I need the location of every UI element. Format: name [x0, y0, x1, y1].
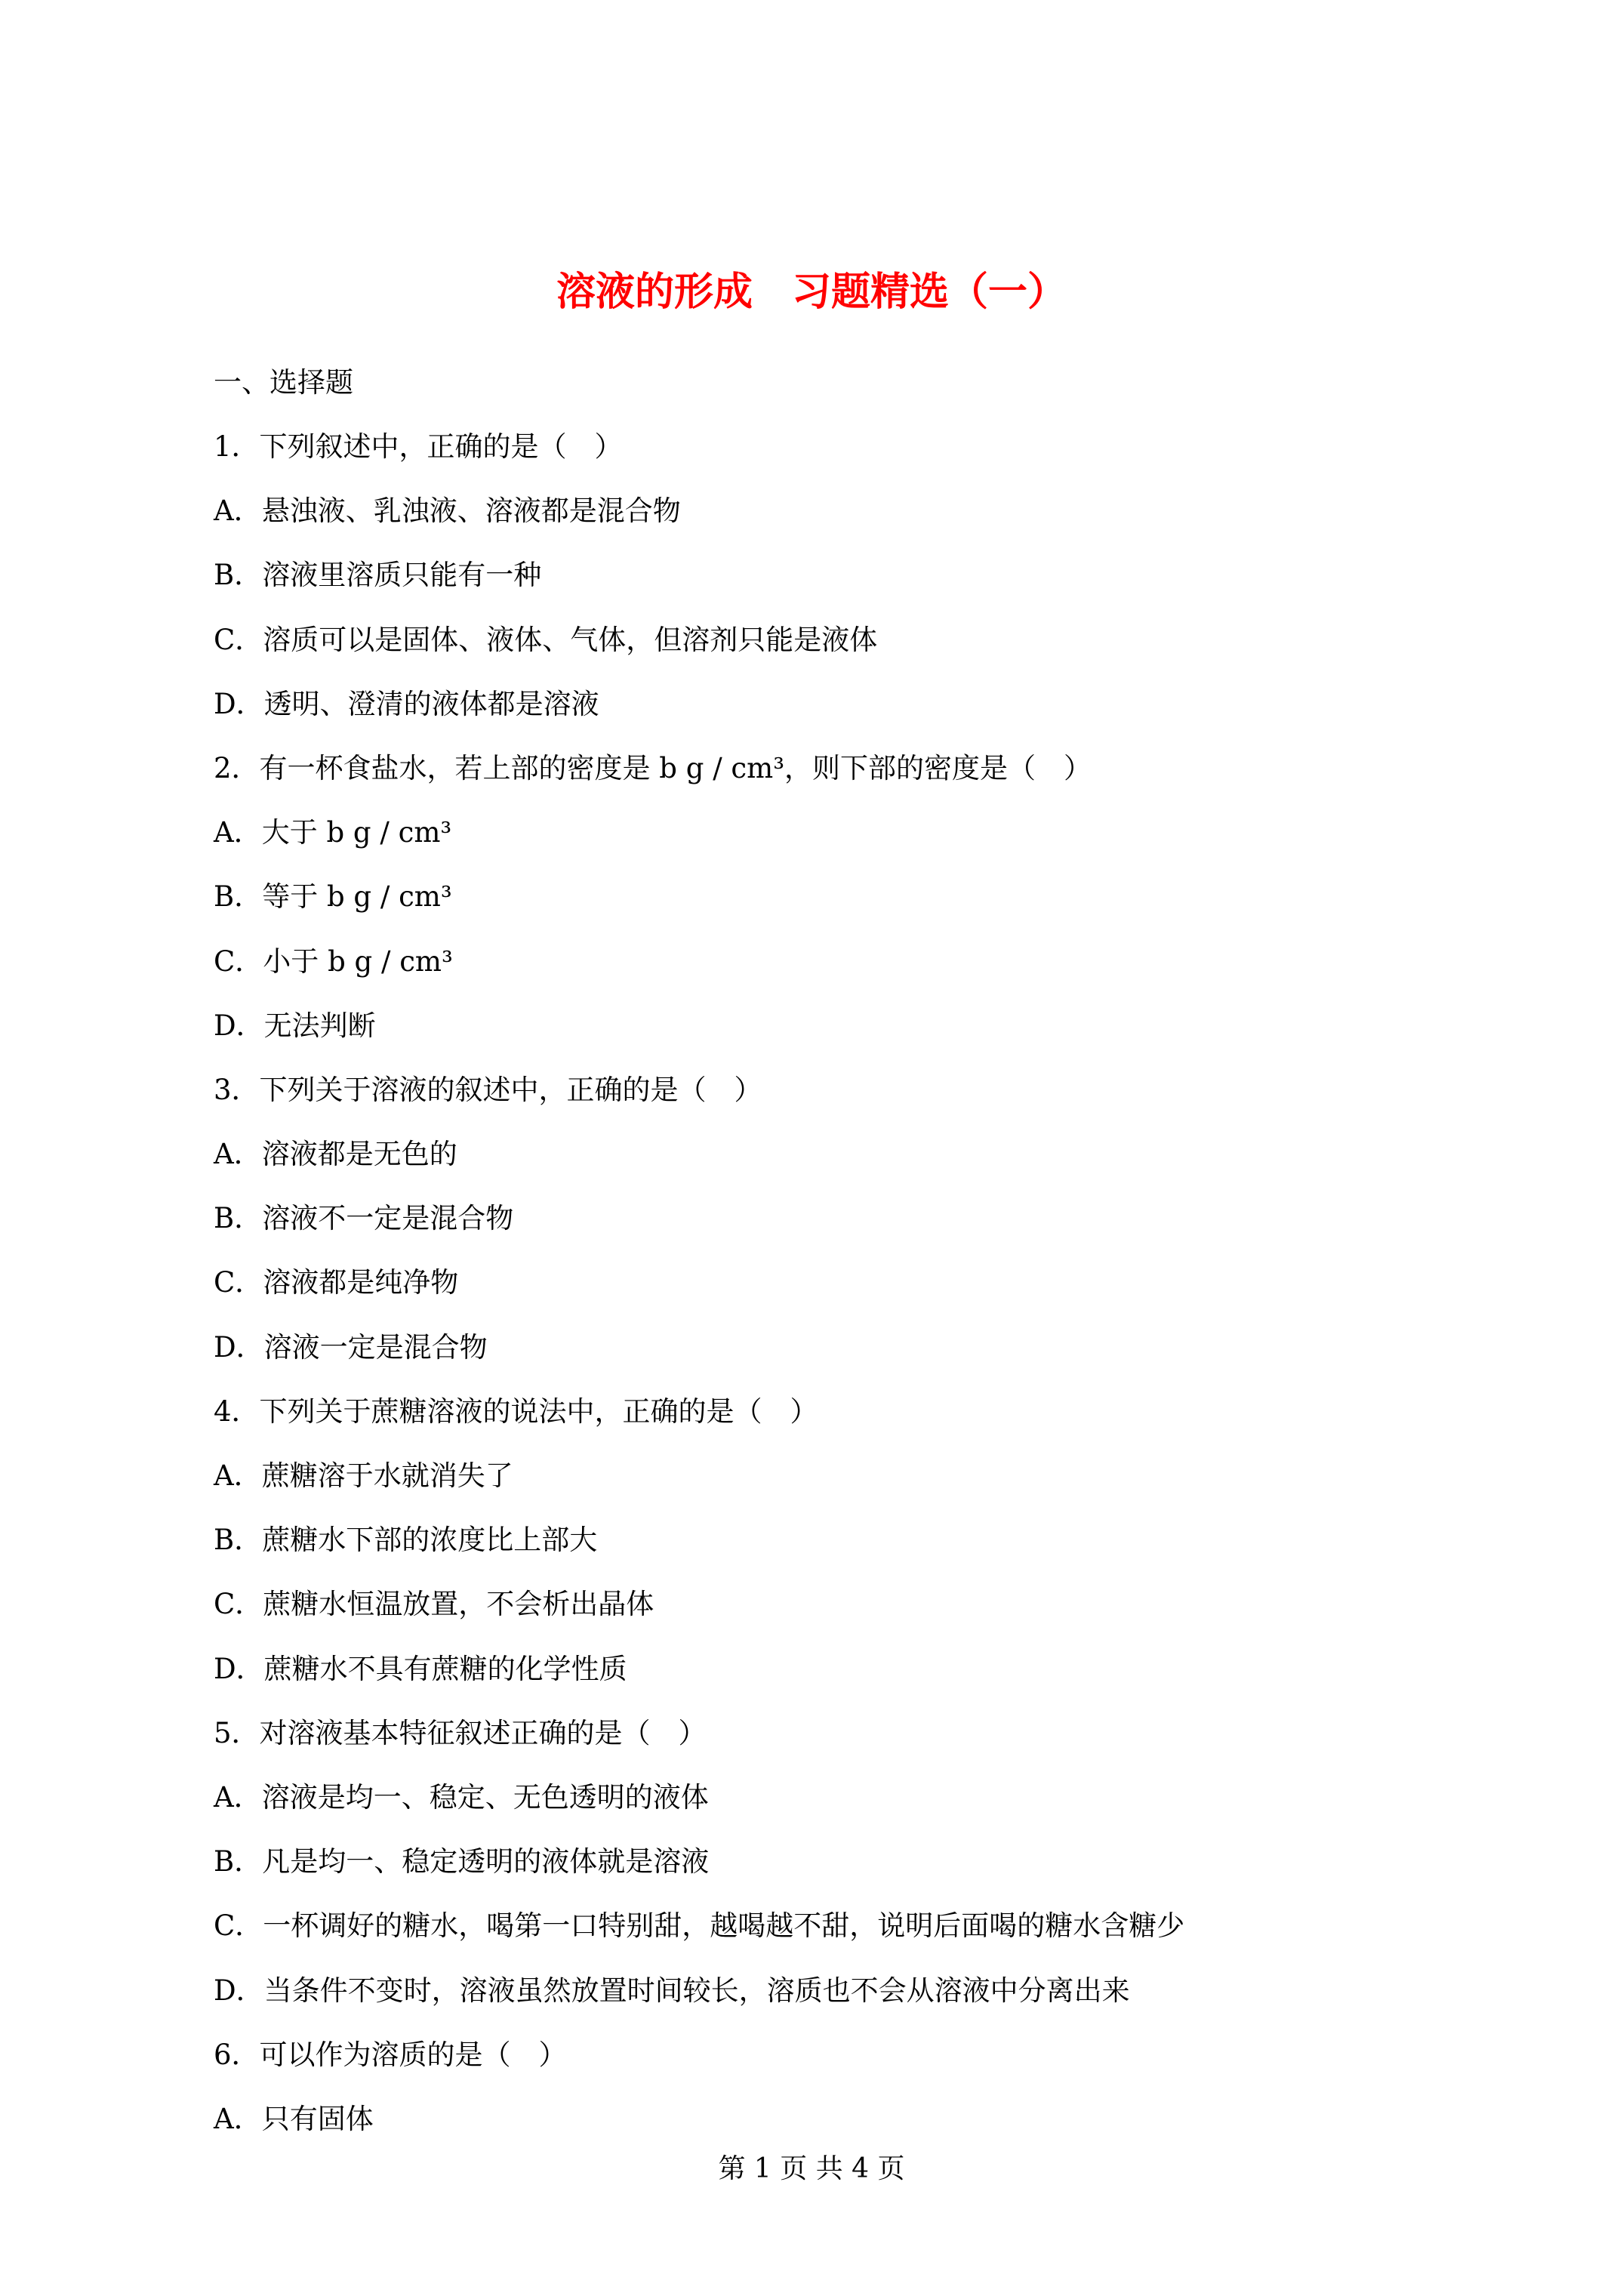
- question-1-stem: 1．下列叙述中，正确的是（ ）: [214, 430, 623, 463]
- question-1-option-d: D．透明、澄清的液体都是溶液: [214, 687, 599, 720]
- question-4-option-c: C．蔗糖水恒温放置，不会析出晶体: [214, 1588, 654, 1621]
- section-heading: 一、选择题: [214, 366, 353, 399]
- question-1-option-a: A．悬浊液、乳浊液、溶液都是混合物: [214, 495, 681, 528]
- question-3-option-a: A．溶液都是无色的: [214, 1138, 457, 1171]
- question-5-option-d: D．当条件不变时，溶液虽然放置时间较长，溶质也不会从溶液中分离出来: [214, 1974, 1130, 2007]
- question-3-option-c: C．溶液都是纯净物: [214, 1266, 459, 1299]
- question-4-option-a: A．蔗糖溶于水就消失了: [214, 1459, 513, 1492]
- question-5-option-c: C．一杯调好的糖水，喝第一口特别甜，越喝越不甜，说明后面喝的糖水含糖少: [214, 1909, 1185, 1943]
- question-4-option-d: D．蔗糖水不具有蔗糖的化学性质: [214, 1652, 627, 1685]
- question-6-stem: 6．可以作为溶质的是（ ）: [214, 2038, 567, 2071]
- page-title: 溶液的形成 习题精选（一）: [556, 269, 1067, 315]
- question-3-stem: 3．下列关于溶液的叙述中，正确的是（ ）: [214, 1073, 762, 1106]
- question-1-option-b: B．溶液里溶质只能有一种: [214, 559, 542, 592]
- question-5-option-a: A．溶液是均一、稳定、无色透明的液体: [214, 1780, 709, 1814]
- question-1-option-c: C．溶质可以是固体、液体、气体，但溶剂只能是液体: [214, 623, 878, 656]
- question-2-option-d: D．无法判断: [214, 1009, 376, 1042]
- question-2-option-b: B．等于 b g / cm³: [214, 880, 452, 914]
- question-5-stem: 5．对溶液基本特征叙述正确的是（ ）: [214, 1716, 707, 1749]
- question-2-option-a: A．大于 b g / cm³: [214, 816, 452, 849]
- question-5-option-b: B．凡是均一、稳定透明的液体就是溶液: [214, 1845, 710, 1878]
- question-2-option-c: C．小于 b g / cm³: [214, 945, 453, 978]
- question-4-option-b: B．蔗糖水下部的浓度比上部大: [214, 1524, 598, 1557]
- question-2-stem: 2．有一杯食盐水，若上部的密度是 b g / cm³，则下部的密度是（ ）: [214, 751, 1092, 784]
- page-footer: 第 1 页 共 4 页: [718, 2153, 905, 2184]
- question-6-option-a: A．只有固体: [214, 2102, 374, 2135]
- question-3-option-b: B．溶液不一定是混合物: [214, 1202, 514, 1235]
- question-3-option-d: D．溶液一定是混合物: [214, 1330, 488, 1364]
- question-list: [214, 428, 1452, 2165]
- question-4-stem: 4．下列关于蔗糖溶液的说法中，正确的是（ ）: [214, 1395, 818, 1428]
